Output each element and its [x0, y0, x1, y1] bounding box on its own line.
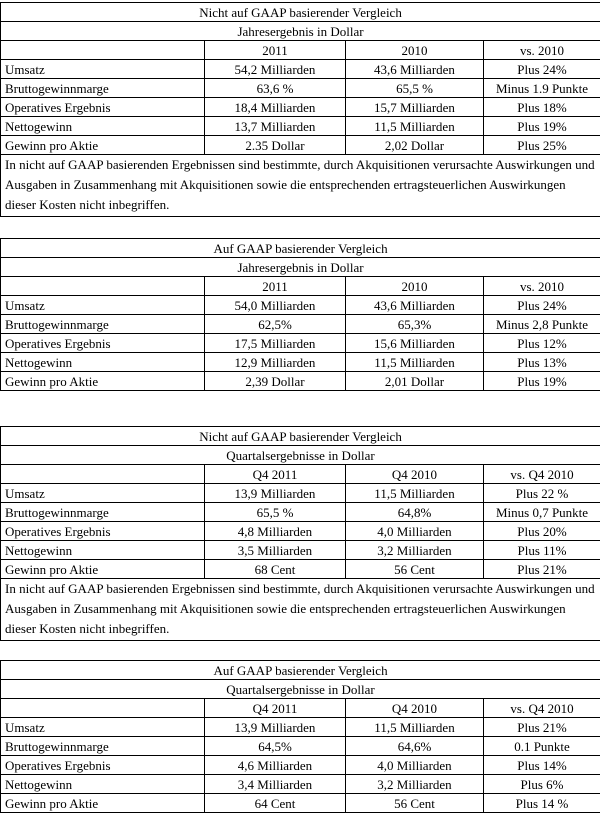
header-cell	[1, 465, 205, 484]
row-label: Gewinn pro Aktie	[1, 136, 205, 155]
row-label: Nettogewinn	[1, 541, 205, 560]
cell-change: 0.1 Punkte	[484, 737, 600, 756]
cell-change: Plus 20%	[484, 522, 600, 541]
row-label: Umsatz	[1, 296, 205, 315]
cell-change: Plus 14%	[484, 756, 600, 775]
table-title: Auf GAAP basierender Vergleich	[1, 661, 600, 680]
cell-value: 18,4 Milliarden	[205, 98, 346, 117]
header-cell: vs. 2010	[484, 277, 600, 296]
cell-change: Plus 25%	[484, 136, 600, 155]
cell-value: 56 Cent	[346, 794, 484, 813]
table-header-row	[1, 699, 600, 718]
header-cell: Q4 2010	[346, 699, 484, 718]
cell-value: 17,5 Milliarden	[205, 334, 346, 353]
cell-change: Minus 2,8 Punkte	[484, 315, 600, 334]
table-title-row	[1, 427, 600, 446]
cell-change: Plus 21%	[484, 718, 600, 737]
table-row	[1, 372, 600, 391]
cell-value: 3,5 Milliarden	[205, 541, 346, 560]
cell-value: 64,5%	[205, 737, 346, 756]
cell-value: 64,6%	[346, 737, 484, 756]
table-row	[1, 560, 600, 579]
cell-value: 13,9 Milliarden	[205, 484, 346, 503]
cell-change: Plus 22 %	[484, 484, 600, 503]
cell-value: 64,8%	[346, 503, 484, 522]
cell-value: 54,2 Milliarden	[205, 60, 346, 79]
cell-value: 4,0 Milliarden	[346, 756, 484, 775]
cell-value: 3,4 Milliarden	[205, 775, 346, 794]
table-header-row	[1, 465, 600, 484]
cell-change: Plus 24%	[484, 296, 600, 315]
row-label: Operatives Ergebnis	[1, 334, 205, 353]
cell-change: Plus 12%	[484, 334, 600, 353]
cell-value: 15,7 Milliarden	[346, 98, 484, 117]
cell-value: 11,5 Milliarden	[346, 353, 484, 372]
table-subtitle: Quartalsergebnisse in Dollar	[1, 680, 600, 699]
cell-change: Plus 19%	[484, 117, 600, 136]
header-cell	[1, 41, 205, 60]
table-title: Auf GAAP basierender Vergleich	[1, 239, 600, 258]
table-row	[1, 522, 600, 541]
header-cell: vs. Q4 2010	[484, 699, 600, 718]
cell-change: Plus 14 %	[484, 794, 600, 813]
table-title: Nicht auf GAAP basierender Vergleich	[1, 3, 600, 22]
table-footnote: In nicht auf GAAP basierenden Ergebnissen sind bestimmte, durch Akquisitionen verursachte Auswirkungen und Ausgaben in Zusammenhang mit Akquisitionen sowie die entsprechenden ertragsteuerlichen Auswirkungen dieser Kosten nicht inbegriffen.	[1, 155, 600, 217]
cell-value: 68 Cent	[205, 560, 346, 579]
row-label: Nettogewinn	[1, 117, 205, 136]
table-subtitle: Jahresergebnis in Dollar	[1, 22, 600, 41]
row-label: Bruttogewinnmarge	[1, 503, 205, 522]
table-row	[1, 775, 600, 794]
cell-value: 3,2 Milliarden	[346, 775, 484, 794]
table-gaap-annual	[0, 238, 600, 391]
cell-value: 15,6 Milliarden	[346, 334, 484, 353]
table-subtitle: Quartalsergebnisse in Dollar	[1, 446, 600, 465]
table-row	[1, 136, 600, 155]
cell-value: 4,6 Milliarden	[205, 756, 346, 775]
cell-change: Minus 1.9 Punkte	[484, 79, 600, 98]
header-cell: 2010	[346, 277, 484, 296]
table-title: Nicht auf GAAP basierender Vergleich	[1, 427, 600, 446]
cell-value: 4,8 Milliarden	[205, 522, 346, 541]
row-label: Bruttogewinnmarge	[1, 737, 205, 756]
cell-value: 2,01 Dollar	[346, 372, 484, 391]
table-header-row	[1, 277, 600, 296]
cell-value: 62,5%	[205, 315, 346, 334]
cell-value: 2,02 Dollar	[346, 136, 484, 155]
table-header-row	[1, 41, 600, 60]
cell-value: 12,9 Milliarden	[205, 353, 346, 372]
table-row	[1, 541, 600, 560]
table-row	[1, 296, 600, 315]
row-label: Operatives Ergebnis	[1, 98, 205, 117]
cell-value: 65,3%	[346, 315, 484, 334]
header-cell: Q4 2011	[205, 465, 346, 484]
table-row	[1, 60, 600, 79]
row-label: Gewinn pro Aktie	[1, 560, 205, 579]
table-row	[1, 79, 600, 98]
row-label: Gewinn pro Aktie	[1, 372, 205, 391]
table-row	[1, 98, 600, 117]
cell-value: 11,5 Milliarden	[346, 117, 484, 136]
table-title-row	[1, 661, 600, 680]
header-cell: 2011	[205, 41, 346, 60]
row-label: Nettogewinn	[1, 775, 205, 794]
table-subtitle: Jahresergebnis in Dollar	[1, 258, 600, 277]
cell-value: 65,5 %	[346, 79, 484, 98]
header-cell: vs. Q4 2010	[484, 465, 600, 484]
cell-value: 56 Cent	[346, 560, 484, 579]
cell-value: 2.35 Dollar	[205, 136, 346, 155]
row-label: Operatives Ergebnis	[1, 756, 205, 775]
cell-value: 2,39 Dollar	[205, 372, 346, 391]
row-label: Bruttogewinnmarge	[1, 79, 205, 98]
cell-value: 43,6 Milliarden	[346, 296, 484, 315]
cell-change: Plus 18%	[484, 98, 600, 117]
table-row	[1, 334, 600, 353]
cell-value: 65,5 %	[205, 503, 346, 522]
row-label: Umsatz	[1, 484, 205, 503]
table-row	[1, 353, 600, 372]
header-cell	[1, 277, 205, 296]
header-cell	[1, 699, 205, 718]
row-label: Umsatz	[1, 60, 205, 79]
table-title-row	[1, 239, 600, 258]
table-title-row	[1, 3, 600, 22]
cell-change: Plus 13%	[484, 353, 600, 372]
cell-value: 64 Cent	[205, 794, 346, 813]
cell-value: 11,5 Milliarden	[346, 718, 484, 737]
table-gaap-quarterly	[0, 660, 600, 813]
table-note-row	[1, 155, 600, 217]
table-row	[1, 503, 600, 522]
cell-value: 3,2 Milliarden	[346, 541, 484, 560]
cell-value: 13,7 Milliarden	[205, 117, 346, 136]
table-note-row	[1, 579, 600, 641]
table-row	[1, 756, 600, 775]
table-subtitle-row	[1, 22, 600, 41]
cell-change: Plus 6%	[484, 775, 600, 794]
table-row	[1, 117, 600, 136]
table-non-gaap-quarterly	[0, 426, 600, 641]
table-row	[1, 718, 600, 737]
header-cell: 2011	[205, 277, 346, 296]
table-subtitle-row	[1, 258, 600, 277]
cell-value: 54,0 Milliarden	[205, 296, 346, 315]
header-cell: 2010	[346, 41, 484, 60]
cell-value: 4,0 Milliarden	[346, 522, 484, 541]
cell-change: Plus 21%	[484, 560, 600, 579]
cell-value: 13,9 Milliarden	[205, 718, 346, 737]
cell-change: Plus 11%	[484, 541, 600, 560]
table-non-gaap-annual	[0, 2, 600, 217]
row-label: Gewinn pro Aktie	[1, 794, 205, 813]
cell-value: 63,6 %	[205, 79, 346, 98]
header-cell: Q4 2010	[346, 465, 484, 484]
table-row	[1, 315, 600, 334]
header-cell: vs. 2010	[484, 41, 600, 60]
cell-value: 43,6 Milliarden	[346, 60, 484, 79]
row-label: Umsatz	[1, 718, 205, 737]
table-row	[1, 737, 600, 756]
row-label: Nettogewinn	[1, 353, 205, 372]
table-footnote: In nicht auf GAAP basierenden Ergebnissen sind bestimmte, durch Akquisitionen verursachte Auswirkungen und Ausgaben in Zusammenhang mit Akquisitionen sowie die entsprechenden ertragsteuerlichen Auswirkungen dieser Kosten nicht inbegriffen.	[1, 579, 600, 641]
row-label: Operatives Ergebnis	[1, 522, 205, 541]
cell-change: Minus 0,7 Punkte	[484, 503, 600, 522]
table-subtitle-row	[1, 446, 600, 465]
cell-change: Plus 24%	[484, 60, 600, 79]
row-label: Bruttogewinnmarge	[1, 315, 205, 334]
table-subtitle-row	[1, 680, 600, 699]
header-cell: Q4 2011	[205, 699, 346, 718]
cell-value: 11,5 Milliarden	[346, 484, 484, 503]
table-row	[1, 484, 600, 503]
table-row	[1, 794, 600, 813]
cell-change: Plus 19%	[484, 372, 600, 391]
